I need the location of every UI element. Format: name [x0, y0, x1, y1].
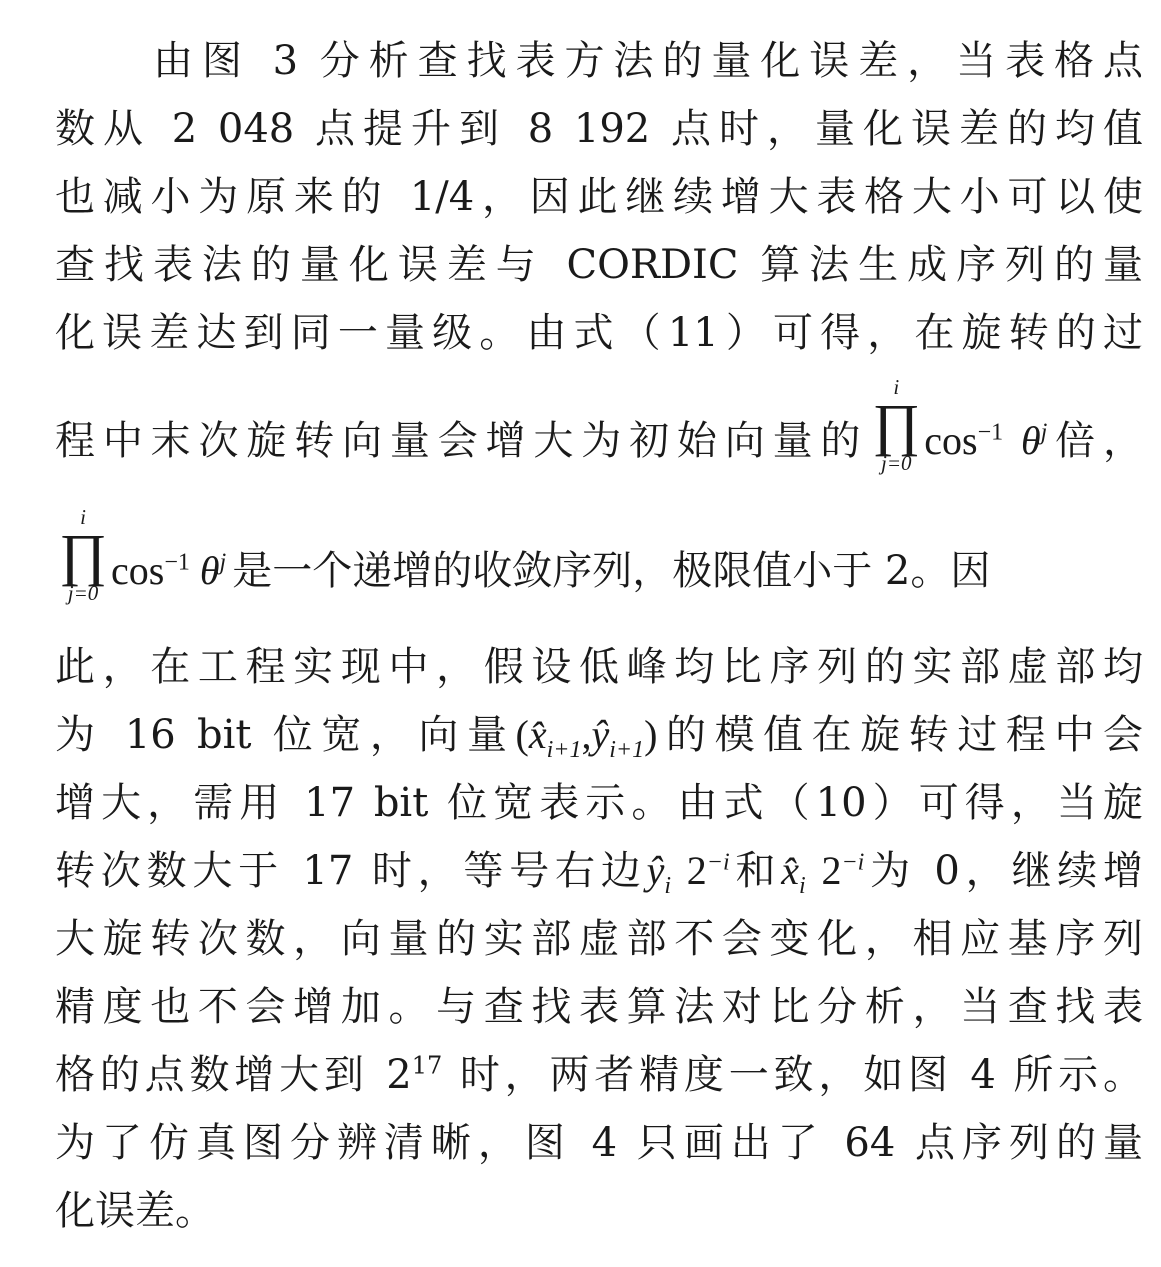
- text-line: 化误差达到同一量级。由式（11）可得，在旋转的过: [55, 310, 1143, 356]
- x-term-formula: [781, 848, 865, 899]
- text-segment: 格的点数增大到 2: [55, 1052, 412, 1098]
- text-line: 为了仿真图分辨清晰，图 4 只画出了 64 点序列的量: [55, 1120, 1143, 1166]
- y-subscript: i+1: [609, 737, 645, 763]
- x-subscript: i+1: [546, 737, 582, 763]
- power-exponent: 17: [411, 1051, 443, 1080]
- text-segment: 和: [729, 848, 782, 894]
- product-upper-limit: i: [80, 504, 86, 529]
- theta-exponent: j: [219, 549, 227, 576]
- cos-exponent: −1: [977, 419, 1004, 446]
- text-line-with-formula: [55, 840, 1143, 902]
- text-line: 增大，需用 17 bit 位宽表示。由式（10）可得，当旋: [55, 780, 1143, 826]
- y-hat-symbol: ŷ: [591, 712, 610, 757]
- text-line: 也减小为原来的 1/4，因此继续增大表格大小可以使: [55, 174, 1143, 220]
- base-two: 2: [686, 848, 707, 893]
- text-line: 此，在工程实现中，假设低峰均比序列的实部虚部均: [55, 644, 1143, 690]
- y-hat-symbol: ŷ: [646, 848, 665, 893]
- x-hat-symbol: x̂: [781, 848, 800, 893]
- text-line: 由图 3 分析查找表方法的量化误差，当表格点: [153, 38, 1143, 84]
- y-subscript: i: [664, 873, 671, 899]
- text-line: 查找表法的量化误差与 CORDIC 算法生成序列的量: [55, 242, 1143, 288]
- text-line: 数从 2 048 点提升到 8 192 点时，量化误差的均值: [55, 106, 1143, 152]
- product-upper-limit: i: [893, 374, 900, 399]
- product-lower-limit: j=0: [881, 450, 912, 475]
- text-line: 化误差。: [55, 1188, 215, 1234]
- text-line-with-product: [55, 504, 1143, 605]
- x-hat-symbol: x̂: [528, 712, 547, 757]
- text-line-with-vector: [55, 704, 1143, 766]
- theta-symbol: θ: [199, 548, 220, 593]
- text-segment: 是一个递增的收敛序列，极限值小于 2。因: [232, 548, 991, 594]
- text-segment: 的模值在旋转过程中会: [657, 712, 1144, 758]
- product-symbol: ∏: [59, 521, 107, 587]
- paren-close: ): [644, 712, 658, 757]
- cos-exponent: −1: [164, 549, 190, 576]
- text-segment: 转次数大于 17 时，等号右边: [55, 848, 647, 894]
- y-term-formula: [646, 848, 730, 899]
- product-symbol: ∏: [872, 391, 921, 457]
- text-line: 大旋转次数，向量的实部虚部不会变化，相应基序列: [55, 916, 1143, 962]
- product-formula: [868, 374, 1048, 475]
- x-subscript: i: [799, 873, 806, 899]
- product-operator: [55, 506, 111, 604]
- text-line-with-power: [55, 1044, 1143, 1106]
- product-lower-limit: j=0: [67, 580, 99, 605]
- text-segment: 为 16 bit 位宽，向量: [55, 712, 516, 758]
- text-segment: 程中末次旋转向量会增大为初始向量的: [55, 418, 869, 464]
- product-formula: [55, 504, 227, 605]
- text-segment: 为 0，继续增: [864, 848, 1144, 894]
- vector-formula: [515, 712, 658, 763]
- comma: ,: [581, 712, 592, 757]
- text-line: 精度也不会增加。与查找表算法对比分析，当查找表: [55, 984, 1143, 1030]
- theta-exponent: j: [1040, 419, 1048, 446]
- text-segment: 倍，: [1047, 418, 1144, 464]
- cos-function: cos: [924, 418, 978, 463]
- text-segment: 时，两者精度一致，如图 4 所示。: [442, 1052, 1143, 1098]
- theta-symbol: θ: [1021, 418, 1041, 463]
- cos-function: cos: [111, 548, 165, 593]
- base-two: 2: [821, 848, 842, 893]
- text-line-with-product: [55, 374, 1144, 475]
- exponent-neg-i: −i: [841, 849, 865, 876]
- product-operator: [868, 376, 924, 474]
- paren-open: (: [515, 712, 529, 757]
- exponent-neg-i: −i: [706, 849, 730, 876]
